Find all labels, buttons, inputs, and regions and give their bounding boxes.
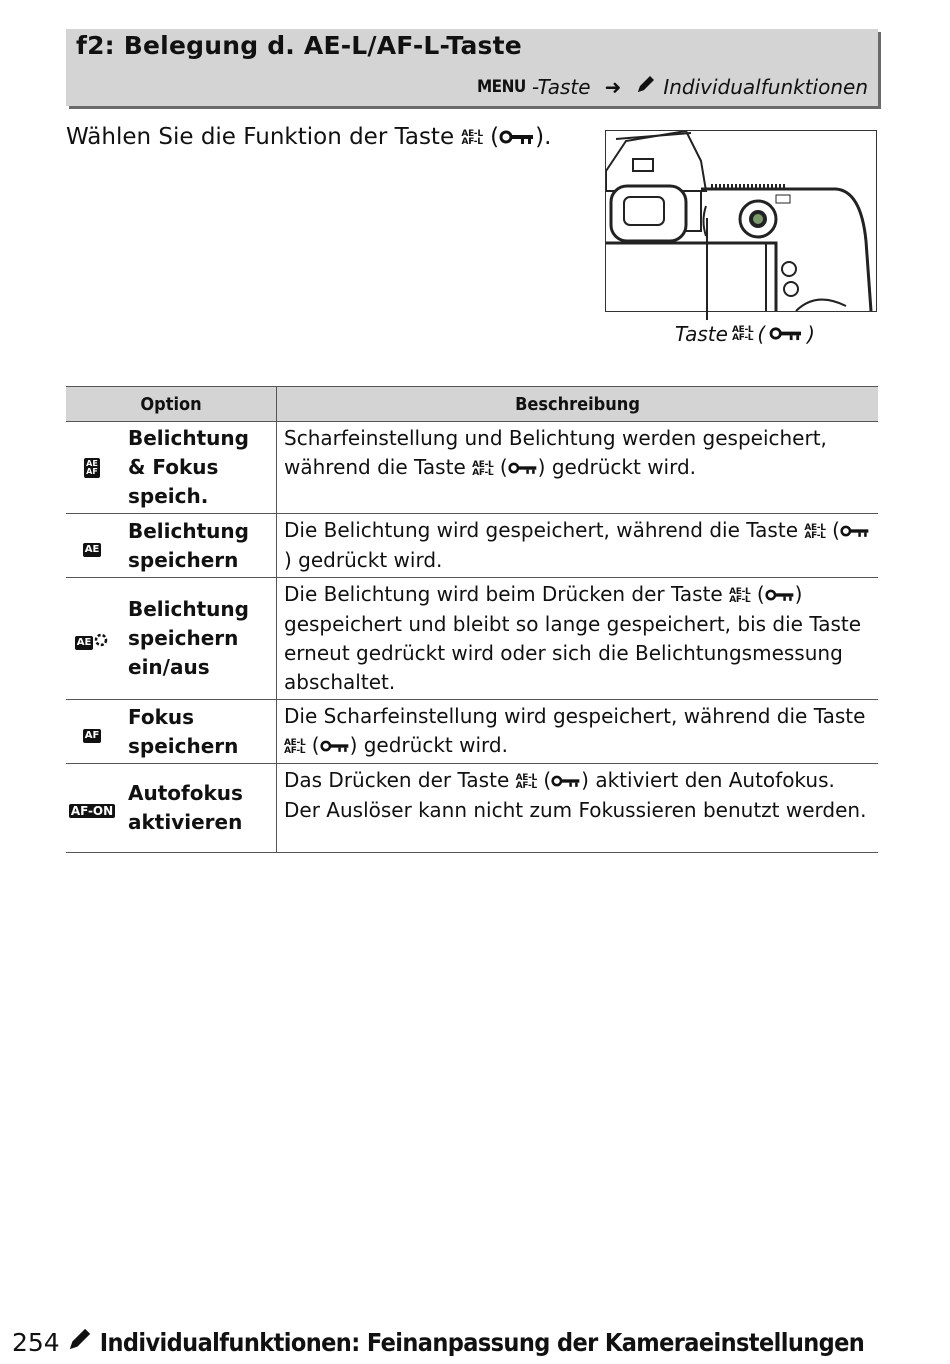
callout-line [706, 218, 708, 320]
ae-l-af-l-icon: AE-L AF-L [729, 586, 751, 605]
key-icon [840, 517, 870, 546]
ae-lock-hold-icon: AE [66, 578, 118, 700]
table-row [66, 578, 878, 700]
page-title: f2: Belegung d. AE-L/AF-L-Taste [76, 31, 522, 60]
column-header-description: Beschreibung [277, 387, 879, 422]
ae-af-lock-icon: AE AF [66, 422, 118, 514]
menu-suffix: -Taste [531, 74, 591, 99]
pencil-icon [635, 73, 657, 100]
camera-illustration [605, 130, 877, 312]
option-description: Das Drücken der Taste AE-L AF-L ( ) aktiviert den Autofokus. Der Auslöser kann nicht zum Fokussieren benutzt werden. [277, 764, 879, 853]
menu-path [477, 73, 868, 100]
table-row [66, 700, 878, 764]
intro-text: Wählen Sie die Funktion der Taste AE-L AF-L ( ). [66, 124, 552, 150]
table-row [66, 764, 878, 853]
table-row [66, 422, 878, 514]
ae-l-af-l-icon: AE-L AF-L [515, 772, 537, 791]
option-name: Belichtung & Fokus speich. [118, 422, 277, 514]
option-name: Belichtung speichern ein/aus [118, 578, 277, 700]
key-icon [765, 581, 795, 610]
ae-l-af-l-icon: AE-L AF-L [472, 459, 494, 478]
option-description: Die Belichtung wird gespeichert, während die Taste AE-L AF-L () gedrückt wird. [277, 514, 879, 578]
option-name: Autofokus aktivieren [118, 764, 277, 853]
key-icon [499, 125, 535, 151]
intro-before: Wählen Sie die Funktion der Taste [66, 124, 455, 150]
option-name: Belichtung speichern [118, 514, 277, 578]
column-header-option: Option [66, 387, 277, 422]
section-header [66, 29, 878, 106]
key-icon [320, 732, 350, 761]
arrow-icon: ➜ [604, 74, 622, 99]
option-description: Die Scharfeinstellung wird gespeichert, während die Taste AE-L AF-L ( ) gedrückt wird. [277, 700, 879, 764]
key-icon [508, 454, 538, 483]
ae-l-af-l-icon: AE-L AF-L [731, 325, 754, 343]
af-lock-icon: AF [66, 700, 118, 764]
option-description: Scharfeinstellung und Belichtung werden gespeichert, während die Taste AE-L AF-L ( ) gedrückt wird. [277, 422, 879, 514]
caption-label: Taste [675, 322, 728, 346]
ae-l-af-l-icon: AE-L AF-L [284, 737, 306, 756]
af-on-icon: AF-ON [66, 764, 118, 853]
options-table [66, 386, 878, 853]
option-description: Die Belichtung wird beim Drücken der Taste AE-L AF-L ( ) gespeichert und bleibt so lange gespeichert, bis die Taste erneut gedrückt wird oder sich die Belichtungsmessung abschaltet. [277, 578, 879, 700]
ae-l-af-l-icon: AE-L AF-L [804, 522, 826, 541]
section-name: Individualfunktionen [663, 74, 868, 99]
intro-after: ). [535, 124, 552, 150]
key-icon [769, 322, 803, 346]
ae-lock-icon: AE [66, 514, 118, 578]
page-footer [12, 1325, 864, 1359]
table-row [66, 514, 878, 578]
page-number: 254 [12, 1327, 60, 1357]
menu-button-label: MENU [476, 76, 526, 97]
footer-title: Individualfunktionen: Feinanpassung der Kameraeinstellungen [99, 1327, 865, 1357]
key-icon [551, 767, 581, 796]
image-caption: Taste AE-L AF-L ( ) [675, 322, 815, 346]
ae-l-af-l-icon: AE-L AF-L [461, 128, 483, 147]
pencil-icon [66, 1325, 94, 1359]
option-name: Fokus speichern [118, 700, 277, 764]
